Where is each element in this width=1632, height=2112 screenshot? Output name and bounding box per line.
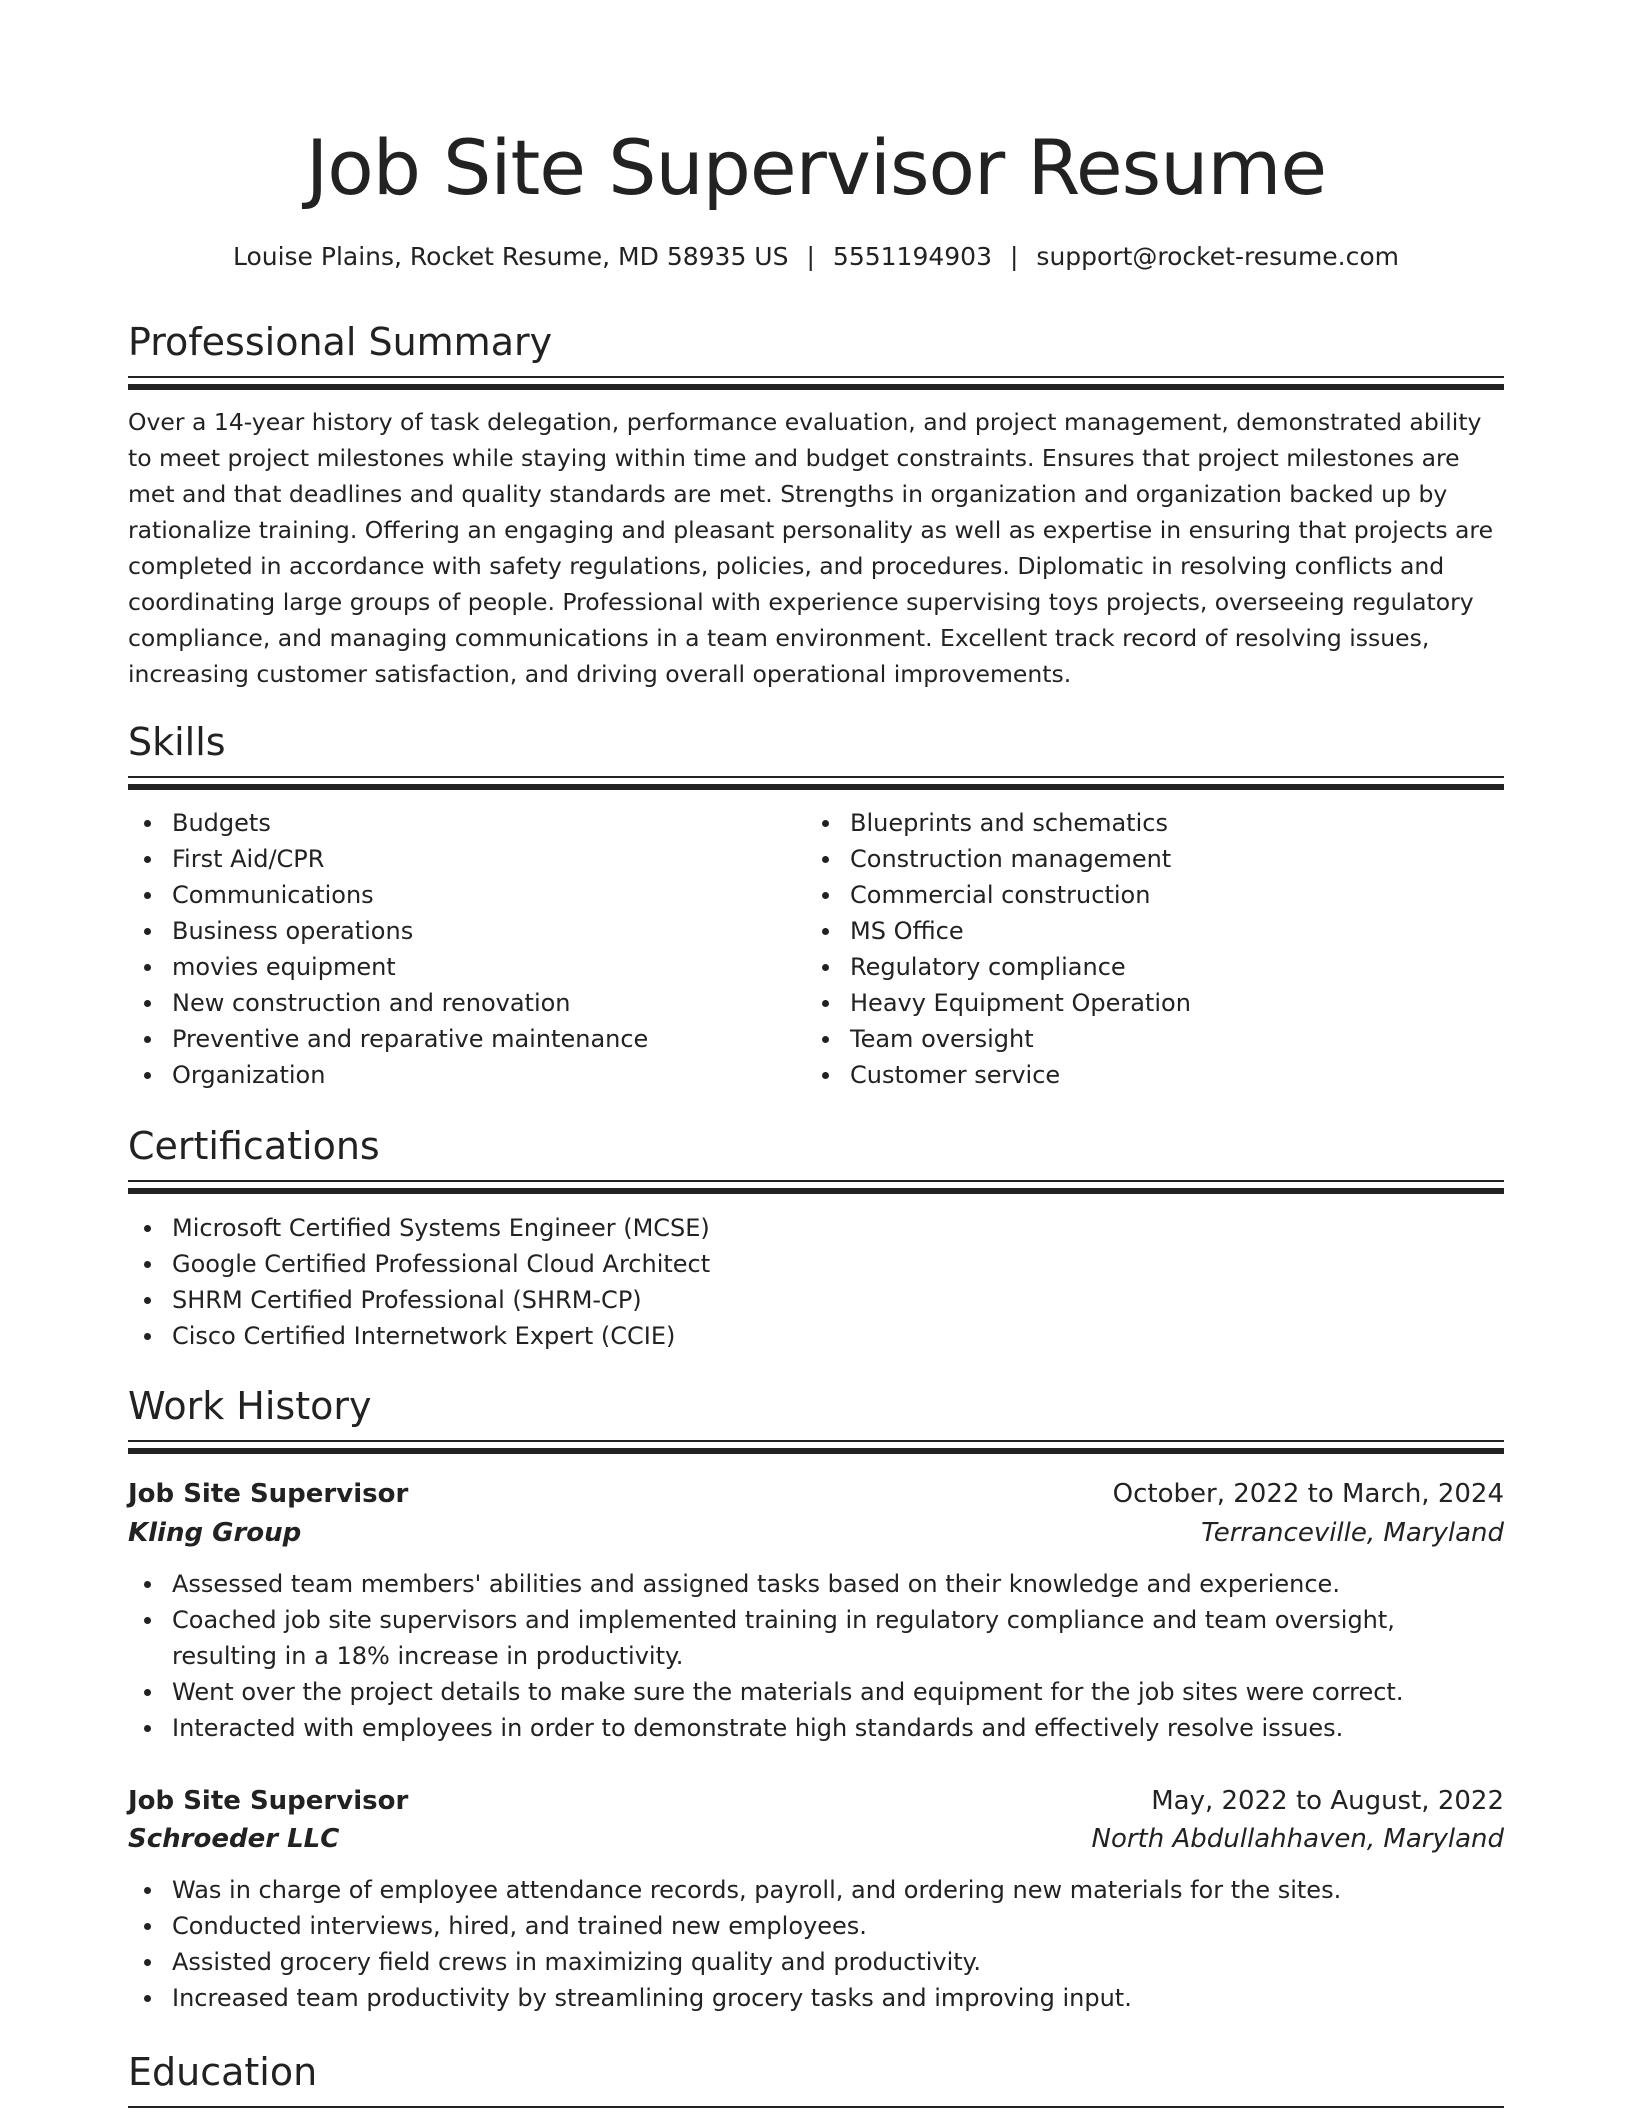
contact-phone: 5551194903 (832, 242, 992, 271)
contact-separator: | (1009, 242, 1019, 271)
skill-item: Commercial construction (806, 877, 1504, 913)
contact-line (128, 238, 1504, 276)
job-bullet: Went over the project details to make sure the materials and equipment for the job sites were correct. (128, 1674, 1504, 1710)
job-bullet: Interacted with employees in order to demonstrate high standards and effectively resolve issues. (128, 1710, 1504, 1746)
skill-item: Blueprints and schematics (806, 805, 1504, 841)
section-title-certifications: Certifications (128, 1124, 380, 1168)
skills-list-right (806, 805, 1504, 1093)
skill-item: Heavy Equipment Operation (806, 985, 1504, 1021)
job-company: Schroeder LLC (128, 1824, 340, 1854)
job-location: Terranceville, Maryland (1201, 1518, 1504, 1548)
section-divider (128, 1180, 1504, 1194)
skill-item: Communications (128, 877, 788, 913)
skill-item: movies equipment (128, 949, 788, 985)
section-divider (128, 2106, 1504, 2108)
section-title-summary: Professional Summary (128, 320, 553, 364)
job-bullet: Was in charge of employee attendance records, payroll, and ordering new materials for the sites. (128, 1872, 1504, 1908)
certifications-list (128, 1210, 1504, 1354)
job-bullets (128, 1566, 1504, 1746)
skill-item: Customer service (806, 1057, 1504, 1093)
job-dates: May, 2022 to August, 2022 (1151, 1786, 1504, 1816)
certification-item: Microsoft Certified Systems Engineer (MCSE) (128, 1210, 1504, 1246)
skill-item: Preventive and reparative maintenance (128, 1021, 788, 1057)
job-bullet: Assessed team members' abilities and assigned tasks based on their knowledge and experience. (128, 1566, 1504, 1602)
certification-item: Google Certified Professional Cloud Architect (128, 1246, 1504, 1282)
section-title-skills: Skills (128, 720, 226, 764)
skill-item: Team oversight (806, 1021, 1504, 1057)
summary-text: Over a 14-year history of task delegation, performance evaluation, and project management, demonstrated ability to meet project milestones while staying within time and budget constraints. Ensures that project milestones are met and that deadlines and quality standards are met. Strengths in organization and organization backed up by rationalize training. Offering an engaging and pleasant personality as well as expertise in ensuring that projects are completed in accordance with safety regulations, policies, and procedures. Diplomatic in resolving conflicts and coordinating large groups of people. Professional with experience supervising toys projects, overseeing regulatory compliance, and managing communications in a team environment. Excellent track record of resolving issues, increasing customer satisfaction, and driving overall operational improvements. (128, 408, 1494, 688)
certification-item: Cisco Certified Internetwork Expert (CCIE) (128, 1318, 1504, 1354)
resume-title: Job Site Supervisor Resume (305, 123, 1327, 212)
section-divider (128, 1440, 1504, 1454)
contact-separator: | (806, 242, 815, 271)
skill-item: New construction and renovation (128, 985, 788, 1021)
skill-item: Organization (128, 1057, 788, 1093)
skill-item: First Aid/CPR (128, 841, 788, 877)
skill-item: Budgets (128, 805, 788, 841)
skill-item: Construction management (806, 841, 1504, 877)
certification-item: SHRM Certified Professional (SHRM-CP) (128, 1282, 1504, 1318)
section-divider (128, 776, 1504, 790)
job-bullet: Coached job site supervisors and implemented training in regulatory compliance and team oversight, resulting in a 18% increase in productivity. (128, 1602, 1504, 1674)
skills-list-left (128, 805, 788, 1093)
job-bullet: Conducted interviews, hired, and trained new employees. (128, 1908, 1504, 1944)
job-dates: October, 2022 to March, 2024 (1112, 1479, 1504, 1509)
job-title: Job Site Supervisor (128, 1479, 409, 1509)
skill-item: MS Office (806, 913, 1504, 949)
job-bullet: Increased team productivity by streamlining grocery tasks and improving input. (128, 1980, 1504, 2016)
skill-item: Regulatory compliance (806, 949, 1504, 985)
job-company: Kling Group (128, 1518, 302, 1548)
contact-email: support@rocket-resume.com (1036, 242, 1400, 271)
contact-address: Louise Plains, Rocket Resume, MD 58935 US (232, 242, 789, 271)
job-bullet: Assisted grocery field crews in maximizing quality and productivity. (128, 1944, 1504, 1980)
job-bullets (128, 1872, 1504, 2016)
section-title-education: Education (128, 2050, 318, 2094)
skill-item: Business operations (128, 913, 788, 949)
job-location: North Abdullahhaven, Maryland (1091, 1824, 1504, 1854)
job-title: Job Site Supervisor (128, 1786, 409, 1816)
section-title-work-history: Work History (128, 1384, 372, 1428)
section-divider (128, 376, 1504, 390)
